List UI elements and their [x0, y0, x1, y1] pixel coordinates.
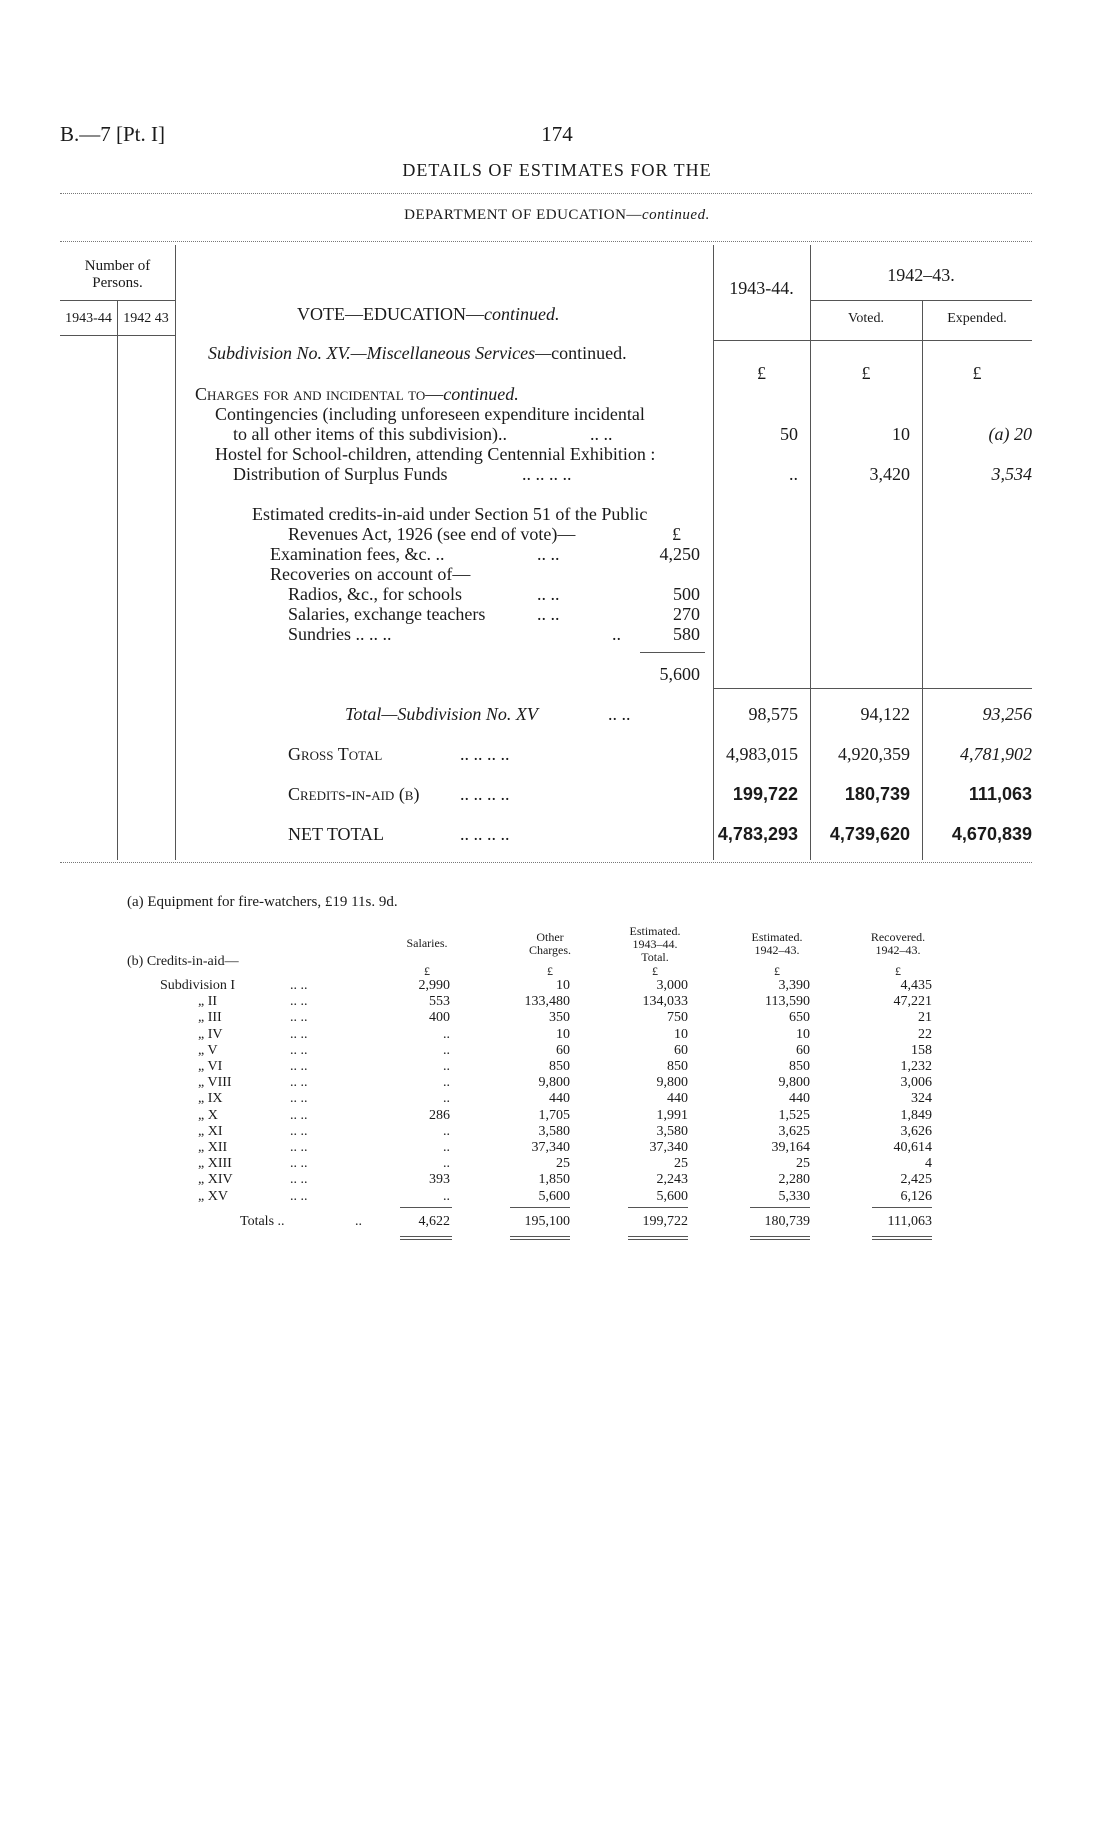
fn-cell-estp: 3,625	[778, 1123, 810, 1139]
item-contingencies-line1: Contingencies (including unforeseen expenditure incidental	[215, 404, 645, 424]
fn-cell-other: 10	[556, 1026, 570, 1042]
fn-cell-est: 1,991	[656, 1107, 688, 1123]
fn-cell-est: 3,000	[656, 978, 688, 993]
fn-cell-other: 5,600	[538, 1188, 570, 1204]
fn-table-row	[0, 994, 1114, 1010]
fn-cell-other: 60	[556, 1042, 570, 1058]
credits-in-aid-expended: 111,063	[968, 784, 1032, 804]
leader-dots: .. .. .. ..	[522, 464, 572, 484]
fn-currency-rec: £	[895, 964, 901, 978]
voted-col-divider	[810, 245, 811, 860]
fn-header-rec-1: Recovered.	[870, 930, 926, 944]
vote-title: VOTE—EDUCATION—continued.	[297, 304, 560, 324]
fn-cell-estp: 850	[789, 1059, 810, 1074]
est-col-divider	[713, 245, 714, 860]
contingencies-expended: (a) 20	[988, 424, 1032, 444]
fn-cell-est: 60	[674, 1042, 688, 1058]
contingencies-voted: 10	[892, 424, 910, 444]
fn-cell-rec: 6,126	[900, 1188, 932, 1204]
leader-dots: .. ..	[608, 704, 631, 724]
hostel-voted: 3,420	[869, 464, 910, 484]
fn-cell-salaries: ..	[443, 1059, 450, 1074]
fn-cell-estp: 440	[789, 1091, 810, 1107]
fn-cell-salaries: ..	[443, 1188, 450, 1204]
fn-totals-rule	[400, 1207, 452, 1208]
leader-dots: .. ..	[290, 1042, 308, 1058]
fn-cell-other: 133,480	[524, 994, 570, 1010]
fn-table-row	[0, 1091, 1114, 1107]
subtotal-rule	[713, 688, 1032, 689]
fn-double-rule	[750, 1239, 810, 1240]
fn-cell-est: 440	[667, 1091, 688, 1107]
header-rule	[60, 193, 1032, 194]
previous-year-header: 1942–43.	[887, 265, 955, 285]
fn-cell-other: 9,800	[538, 1075, 570, 1091]
fn-double-rule	[510, 1239, 570, 1240]
fn-cell-est: 10	[674, 1026, 688, 1042]
leader-dots: .. ..	[537, 604, 560, 624]
leader-dots: .. ..	[537, 544, 560, 564]
credits-line2: Revenues Act, 1926 (see end of vote)—	[288, 524, 576, 544]
fn-cell-rec: 4,435	[900, 978, 932, 993]
fn-totals-other: 195,100	[524, 1214, 570, 1229]
leader-dots: .. ..	[290, 1075, 308, 1091]
fn-cell-rec: 40,614	[893, 1140, 932, 1155]
fn-totals-estp: 180,739	[764, 1214, 810, 1229]
total-subdivision-estimate: 98,575	[748, 704, 798, 724]
persons-header-rule	[60, 300, 175, 301]
fn-cell-salaries: 553	[429, 994, 450, 1010]
hostel-expended: 3,534	[991, 464, 1032, 484]
voted-header: Voted.	[848, 311, 884, 326]
fn-cell-est: 850	[667, 1059, 688, 1074]
fn-double-rule	[872, 1239, 932, 1240]
fn-table-row	[0, 1124, 1114, 1140]
leader-dots: .. ..	[290, 1010, 308, 1026]
document-code: B.—7 [Pt. I]	[60, 122, 165, 146]
leader-dots: .. ..	[290, 1172, 308, 1188]
fn-header-estp-1: Estimated.	[751, 930, 803, 944]
fn-cell-salaries: 286	[429, 1107, 450, 1123]
fn-table-row	[0, 1075, 1114, 1091]
contingencies-estimate: 50	[780, 424, 798, 444]
credit-examination-value: 4,250	[659, 544, 700, 564]
fn-row-label: „ XIII	[198, 1156, 232, 1172]
fn-cell-other: 1,850	[538, 1172, 570, 1188]
fn-totals-est: 199,722	[642, 1214, 688, 1229]
fn-header-other-1: Other	[536, 930, 564, 944]
currency-voted: £	[861, 363, 871, 383]
page-number: 174	[541, 122, 573, 146]
credit-salaries: Salaries, exchange teachers	[288, 604, 486, 624]
fn-double-rule	[400, 1239, 452, 1240]
currency-est: £	[757, 363, 766, 383]
fn-cell-other: 850	[549, 1059, 570, 1074]
expended-col-divider	[922, 300, 923, 860]
fn-row-label: „ IX	[198, 1091, 223, 1107]
fn-row-label: „ XIV	[198, 1172, 233, 1188]
charges-heading: Charges for and incidental to—continued.	[195, 384, 519, 404]
fn-cell-other: 37,340	[531, 1140, 570, 1155]
fn-totals-salaries: 4,622	[418, 1214, 450, 1229]
fn-table-row	[0, 1156, 1114, 1172]
fn-header-salaries: Salaries.	[406, 936, 448, 950]
credits-currency: £	[672, 524, 681, 544]
fn-row-label: „ VI	[198, 1059, 223, 1074]
fn-cell-est: 750	[667, 1010, 688, 1026]
gross-total-label: Gross Total	[288, 744, 383, 764]
net-total-voted: 4,739,620	[829, 824, 910, 844]
leader-dots: .. .. .. ..	[460, 784, 510, 804]
fn-cell-estp: 39,164	[771, 1140, 810, 1155]
credits-line1: Estimated credits-in-aid under Section 51 of the Public	[252, 504, 648, 524]
leader-dots: .. ..	[290, 1107, 308, 1123]
credits-total: 5,600	[659, 664, 700, 684]
hostel-estimate: ..	[789, 464, 798, 484]
fn-cell-estp: 3,390	[778, 978, 810, 993]
expended-header: Expended.	[947, 311, 1007, 326]
leader-dots: ..	[612, 624, 621, 644]
persons-col-divider	[175, 245, 176, 860]
fn-cell-est: 37,340	[649, 1140, 688, 1155]
fn-header-other-2: Charges.	[528, 943, 572, 957]
fn-row-label: „ IV	[198, 1026, 223, 1042]
fn-double-rule	[628, 1239, 688, 1240]
leader-dots: .. .. .. ..	[460, 824, 510, 844]
fn-totals-rule	[872, 1207, 932, 1208]
fn-row-label: „ V	[198, 1042, 218, 1058]
fn-currency-estp: £	[774, 964, 780, 978]
fn-table-row	[0, 1189, 1114, 1205]
footnote-a: (a) Equipment for fire-watchers, £19 11s. 9d.	[127, 894, 398, 910]
currency-expended: £	[972, 363, 982, 383]
number-of-persons-header: Number of Persons.	[84, 258, 151, 291]
fn-totals-label: Totals ..	[240, 1214, 285, 1229]
fn-cell-salaries: ..	[443, 1091, 450, 1107]
item-contingencies-line2: to all other items of this subdivision)..	[233, 424, 507, 444]
fn-cell-salaries: ..	[443, 1123, 450, 1139]
leader-dots: .. .. .. ..	[460, 744, 510, 764]
gross-total-expended: 4,781,902	[960, 744, 1032, 764]
fn-table-row	[0, 978, 1114, 994]
fn-row-label: „ XV	[198, 1188, 228, 1204]
fn-header-rec-2: 1942–43.	[875, 943, 921, 957]
fn-cell-est: 9,800	[656, 1075, 688, 1091]
fn-header-estp-2: 1942–43.	[754, 943, 800, 957]
leader-dots: .. ..	[290, 1123, 308, 1139]
leader-dots: .. ..	[290, 1059, 308, 1074]
fn-double-rule	[510, 1236, 570, 1237]
fn-row-label: „ III	[198, 1010, 222, 1026]
table-bottom-rule	[60, 862, 1032, 863]
credits-in-aid-estimate: 199,722	[732, 784, 798, 804]
fn-cell-rec: 22	[918, 1026, 932, 1042]
fn-cell-est: 25	[674, 1156, 688, 1172]
net-total-estimate: 4,783,293	[717, 824, 798, 844]
fn-cell-estp: 25	[796, 1156, 810, 1172]
leader-dots: .. ..	[290, 1091, 308, 1107]
fn-cell-estp: 1,525	[778, 1107, 810, 1123]
fn-cell-salaries: 393	[429, 1172, 450, 1188]
fn-cell-estp: 650	[789, 1010, 810, 1026]
fn-cell-rec: 3,626	[900, 1123, 932, 1139]
fn-cell-rec: 3,006	[900, 1075, 932, 1091]
fn-cell-salaries: ..	[443, 1042, 450, 1058]
fn-cell-estp: 2,280	[778, 1172, 810, 1188]
fn-header-est-3: Total.	[641, 950, 669, 964]
fn-double-rule	[872, 1236, 932, 1237]
fn-header-est-1: Estimated.	[629, 924, 681, 938]
leader-dots: ..	[355, 1214, 362, 1229]
fn-cell-other: 10	[556, 978, 570, 993]
fn-table-row	[0, 1108, 1114, 1124]
table-top-rule	[60, 241, 1032, 242]
fn-table-row	[0, 1172, 1114, 1188]
department-heading: DEPARTMENT OF EDUCATION—continued.	[404, 207, 710, 223]
fn-cell-salaries: ..	[443, 1026, 450, 1042]
persons-subheader-rule	[60, 335, 175, 336]
leader-dots: .. ..	[590, 424, 613, 444]
credit-salaries-value: 270	[673, 604, 700, 624]
fn-cell-rec: 47,221	[893, 994, 932, 1010]
fn-table-row	[0, 1043, 1114, 1059]
leader-dots: .. ..	[290, 1140, 308, 1155]
fn-cell-rec: 1,232	[900, 1059, 932, 1074]
fn-cell-salaries: ..	[443, 1140, 450, 1155]
credit-examination-fees: Examination fees, &c. ..	[270, 544, 445, 564]
gross-total-estimate: 4,983,015	[726, 744, 798, 764]
page-title: DETAILS OF ESTIMATES FOR THE	[402, 160, 712, 180]
credit-sundries-value: 580	[673, 624, 700, 644]
fn-b-label: (b) Credits-in-aid—	[127, 954, 239, 969]
fn-cell-other: 350	[549, 1010, 570, 1026]
fn-cell-rec: 158	[911, 1042, 932, 1058]
fn-table-row	[0, 1027, 1114, 1043]
fn-cell-estp: 60	[796, 1042, 810, 1058]
fn-cell-rec: 1,849	[900, 1107, 932, 1123]
fn-row-label: „ II	[198, 994, 218, 1010]
fn-currency-other: £	[547, 964, 553, 978]
fn-cell-other: 440	[549, 1091, 570, 1107]
fn-cell-salaries: 400	[429, 1010, 450, 1026]
total-subdivision-voted: 94,122	[860, 704, 910, 724]
fn-table-row	[0, 1059, 1114, 1075]
fn-cell-salaries: ..	[443, 1156, 450, 1172]
fn-cell-other: 25	[556, 1156, 570, 1172]
credits-in-aid-label: Credits-in-aid (b)	[288, 784, 420, 804]
fn-table-row	[0, 1140, 1114, 1156]
gross-total-voted: 4,920,359	[838, 744, 910, 764]
fn-row-label: „ XI	[198, 1123, 223, 1139]
fn-cell-other: 1,705	[538, 1107, 570, 1123]
fn-totals-rule	[750, 1207, 810, 1208]
persons-year-divider	[117, 300, 118, 860]
fn-row-label: „ XII	[198, 1140, 228, 1155]
fn-cell-estp: 5,330	[778, 1188, 810, 1204]
fn-cell-rec: 2,425	[900, 1172, 932, 1188]
fn-cell-estp: 113,590	[765, 994, 810, 1010]
fn-cell-est: 2,243	[656, 1172, 688, 1188]
leader-dots: .. ..	[290, 994, 308, 1010]
fn-totals-rule	[510, 1207, 570, 1208]
fn-row-label: „ VIII	[198, 1075, 232, 1091]
leader-dots: .. ..	[290, 978, 308, 993]
total-subdivision-label: Total—Subdivision No. XV	[345, 704, 538, 724]
fn-cell-rec: 324	[911, 1091, 932, 1107]
credit-recoveries-heading: Recoveries on account of—	[270, 564, 471, 584]
fn-totals-rule	[628, 1207, 688, 1208]
item-hostel-line2: Distribution of Surplus Funds	[233, 464, 448, 484]
fn-cell-salaries: ..	[443, 1075, 450, 1091]
persons-year-a: 1943-44	[65, 311, 112, 326]
fn-cell-salaries: 2,990	[418, 978, 450, 993]
fn-cell-est: 134,033	[642, 994, 688, 1010]
leader-dots: .. ..	[290, 1156, 308, 1172]
fn-row-label: Subdivision I	[160, 978, 236, 993]
fn-table-row	[0, 1010, 1114, 1026]
amount-header-rule	[713, 340, 1032, 341]
fn-header-est-2: 1943–44.	[632, 937, 678, 951]
fn-cell-estp: 10	[796, 1026, 810, 1042]
leader-dots: .. ..	[290, 1188, 308, 1204]
fn-currency-salaries: £	[424, 964, 430, 978]
credits-sum-rule	[640, 652, 705, 653]
fn-double-rule	[750, 1236, 810, 1237]
subdivision-heading: Subdivision No. XV.—Miscellaneous Services—continued.	[208, 343, 627, 363]
fn-double-rule	[628, 1236, 688, 1237]
net-total-expended: 4,670,839	[951, 824, 1032, 844]
fn-cell-est: 5,600	[656, 1188, 688, 1204]
credit-sundries: Sundries .. .. ..	[288, 624, 392, 644]
fn-row-label: „ X	[198, 1107, 218, 1123]
fn-currency-est: £	[652, 964, 658, 978]
item-hostel-line1: Hostel for School-children, attending Centennial Exhibition :	[215, 444, 656, 464]
fn-cell-rec: 4	[925, 1156, 932, 1172]
persons-year-b: 1942 43	[123, 311, 169, 326]
fn-cell-rec: 21	[918, 1010, 932, 1026]
leader-dots: .. ..	[290, 1026, 308, 1042]
total-subdivision-expended: 93,256	[982, 704, 1032, 724]
net-total-label: NET TOTAL	[288, 824, 385, 844]
credit-radios: Radios, &c., for schools	[288, 584, 462, 604]
fn-cell-estp: 9,800	[778, 1075, 810, 1091]
fn-cell-other: 3,580	[538, 1123, 570, 1139]
fn-double-rule	[400, 1236, 452, 1237]
fn-totals-rec: 111,063	[887, 1214, 932, 1229]
fn-cell-est: 3,580	[656, 1123, 688, 1139]
credits-in-aid-voted: 180,739	[844, 784, 910, 804]
leader-dots: .. ..	[537, 584, 560, 604]
year-group-rule	[810, 300, 1032, 301]
credit-radios-value: 500	[673, 584, 700, 604]
estimate-year-header: 1943-44.	[729, 278, 794, 298]
